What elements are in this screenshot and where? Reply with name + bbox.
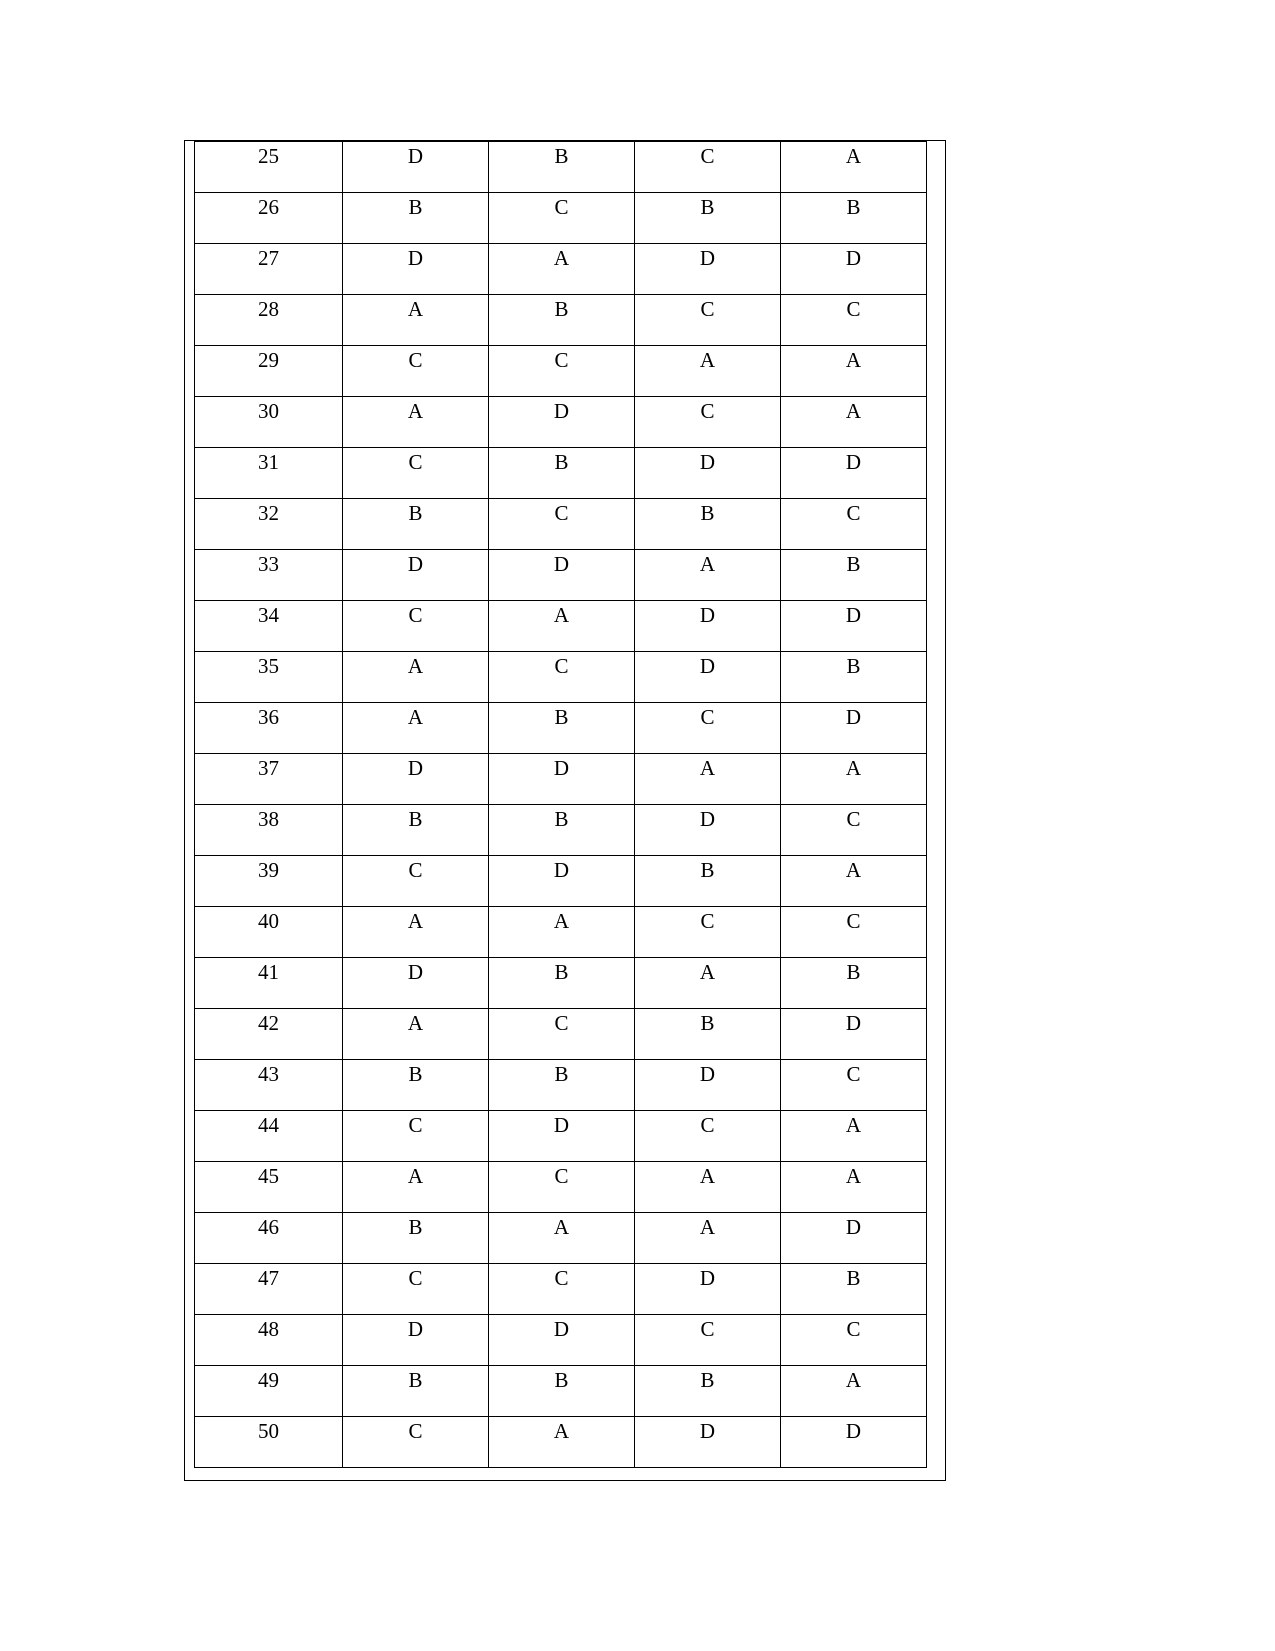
- answer-cell: D: [489, 856, 635, 907]
- answer-cell: C: [635, 295, 781, 346]
- table-row: [195, 193, 927, 244]
- answer-cell: C: [635, 1111, 781, 1162]
- table-row: [195, 397, 927, 448]
- table-row: [195, 448, 927, 499]
- question-number-cell: 29: [195, 346, 343, 397]
- table-row: [195, 601, 927, 652]
- answer-cell: D: [781, 1009, 927, 1060]
- answer-cell: D: [343, 754, 489, 805]
- answer-cell: B: [343, 193, 489, 244]
- answer-cell: C: [781, 295, 927, 346]
- answer-cell: A: [343, 1162, 489, 1213]
- answer-cell: C: [781, 1060, 927, 1111]
- answer-cell: A: [635, 958, 781, 1009]
- table-row: [195, 1264, 927, 1315]
- question-number-cell: 39: [195, 856, 343, 907]
- question-number-cell: 42: [195, 1009, 343, 1060]
- answer-cell: B: [489, 1060, 635, 1111]
- answer-cell: A: [781, 1162, 927, 1213]
- answer-cell: C: [343, 448, 489, 499]
- table-row: [195, 703, 927, 754]
- answer-cell: C: [781, 805, 927, 856]
- answer-cell: C: [343, 1264, 489, 1315]
- answer-cell: B: [343, 805, 489, 856]
- table-row: [195, 805, 927, 856]
- answer-cell: A: [489, 1417, 635, 1468]
- answer-cell: C: [781, 499, 927, 550]
- answer-cell: A: [635, 346, 781, 397]
- answer-cell: A: [781, 1111, 927, 1162]
- question-number-cell: 33: [195, 550, 343, 601]
- answer-cell: B: [489, 1366, 635, 1417]
- answer-cell: D: [781, 601, 927, 652]
- question-number-cell: 36: [195, 703, 343, 754]
- question-number-cell: 43: [195, 1060, 343, 1111]
- answer-cell: D: [635, 1264, 781, 1315]
- answer-cell: A: [343, 907, 489, 958]
- answer-cell: D: [781, 1417, 927, 1468]
- question-number-cell: 46: [195, 1213, 343, 1264]
- question-number-cell: 31: [195, 448, 343, 499]
- answer-cell: B: [635, 193, 781, 244]
- question-number-cell: 47: [195, 1264, 343, 1315]
- table-row: [195, 244, 927, 295]
- answer-cell: A: [635, 754, 781, 805]
- answer-cell: B: [781, 652, 927, 703]
- question-number-cell: 26: [195, 193, 343, 244]
- table-row: [195, 1162, 927, 1213]
- answer-cell: A: [343, 1009, 489, 1060]
- answer-cell: A: [781, 346, 927, 397]
- answer-cell: A: [781, 1366, 927, 1417]
- answer-cell: D: [781, 1213, 927, 1264]
- answer-cell: D: [343, 1315, 489, 1366]
- answer-cell: A: [343, 703, 489, 754]
- table-row: [195, 1417, 927, 1468]
- question-number-cell: 45: [195, 1162, 343, 1213]
- answer-cell: C: [343, 1417, 489, 1468]
- table-row: [195, 1009, 927, 1060]
- answer-cell: A: [489, 601, 635, 652]
- question-number-cell: 40: [195, 907, 343, 958]
- table-row: [195, 550, 927, 601]
- answer-cell: B: [489, 448, 635, 499]
- answer-cell: D: [781, 244, 927, 295]
- answer-cell: B: [489, 703, 635, 754]
- answer-cell: B: [781, 958, 927, 1009]
- table-row: [195, 1111, 927, 1162]
- question-number-cell: 38: [195, 805, 343, 856]
- answer-cell: A: [489, 1213, 635, 1264]
- answer-cell: D: [781, 703, 927, 754]
- answer-cell: A: [635, 1162, 781, 1213]
- question-number-cell: 28: [195, 295, 343, 346]
- table-row: [195, 754, 927, 805]
- table-row: [195, 1060, 927, 1111]
- answer-cell: B: [781, 193, 927, 244]
- answer-cell: C: [489, 1162, 635, 1213]
- answer-cell: C: [489, 1264, 635, 1315]
- table-row: [195, 295, 927, 346]
- question-number-cell: 49: [195, 1366, 343, 1417]
- answer-cell: A: [489, 907, 635, 958]
- answer-cell: C: [489, 652, 635, 703]
- answer-cell: D: [635, 1417, 781, 1468]
- answer-cell: B: [635, 856, 781, 907]
- answer-cell: C: [635, 397, 781, 448]
- answer-cell: B: [489, 295, 635, 346]
- question-number-cell: 48: [195, 1315, 343, 1366]
- table-row: [195, 958, 927, 1009]
- question-number-cell: 32: [195, 499, 343, 550]
- answer-cell: A: [781, 142, 927, 193]
- answer-cell: C: [635, 907, 781, 958]
- answer-cell: D: [781, 448, 927, 499]
- answer-cell: D: [489, 1111, 635, 1162]
- answer-cell: D: [635, 244, 781, 295]
- answer-key-table: [194, 141, 927, 1468]
- answer-cell: C: [781, 1315, 927, 1366]
- table-row: [195, 499, 927, 550]
- answer-cell: A: [343, 295, 489, 346]
- answer-cell: D: [489, 754, 635, 805]
- answer-cell: C: [635, 142, 781, 193]
- answer-cell: B: [489, 958, 635, 1009]
- answer-cell: A: [489, 244, 635, 295]
- answer-cell: C: [781, 907, 927, 958]
- answer-cell: B: [343, 1213, 489, 1264]
- question-number-cell: 34: [195, 601, 343, 652]
- question-number-cell: 37: [195, 754, 343, 805]
- answer-cell: C: [343, 1111, 489, 1162]
- table-row: [195, 1213, 927, 1264]
- table-row: [195, 652, 927, 703]
- answer-cell: B: [489, 142, 635, 193]
- question-number-cell: 35: [195, 652, 343, 703]
- answer-cell: A: [781, 397, 927, 448]
- table-row: [195, 1366, 927, 1417]
- table-row: [195, 142, 927, 193]
- answer-cell: B: [781, 550, 927, 601]
- question-number-cell: 41: [195, 958, 343, 1009]
- question-number-cell: 44: [195, 1111, 343, 1162]
- question-number-cell: 50: [195, 1417, 343, 1468]
- answer-cell: D: [635, 805, 781, 856]
- answer-cell: D: [635, 1060, 781, 1111]
- answer-cell: A: [781, 856, 927, 907]
- table-row: [195, 346, 927, 397]
- answer-cell: C: [489, 193, 635, 244]
- answer-cell: C: [343, 346, 489, 397]
- answer-cell: D: [343, 958, 489, 1009]
- answer-cell: D: [489, 397, 635, 448]
- answer-cell: D: [635, 601, 781, 652]
- answer-cell: C: [343, 856, 489, 907]
- answer-cell: A: [781, 754, 927, 805]
- table-row: [195, 907, 927, 958]
- question-number-cell: 27: [195, 244, 343, 295]
- answer-cell: D: [343, 244, 489, 295]
- answer-cell: B: [489, 805, 635, 856]
- answer-key-body: [195, 142, 927, 1468]
- question-number-cell: 30: [195, 397, 343, 448]
- answer-cell: D: [489, 1315, 635, 1366]
- table-row: [195, 856, 927, 907]
- answer-cell: C: [635, 1315, 781, 1366]
- table-row: [195, 1315, 927, 1366]
- answer-cell: A: [635, 550, 781, 601]
- answer-cell: C: [489, 1009, 635, 1060]
- answer-cell: B: [635, 499, 781, 550]
- answer-cell: B: [343, 1366, 489, 1417]
- answer-cell: B: [343, 1060, 489, 1111]
- answer-cell: A: [343, 652, 489, 703]
- answer-cell: B: [781, 1264, 927, 1315]
- answer-cell: D: [343, 142, 489, 193]
- answer-cell: A: [343, 397, 489, 448]
- question-number-cell: 25: [195, 142, 343, 193]
- answer-cell: C: [489, 499, 635, 550]
- answer-cell: C: [343, 601, 489, 652]
- answer-cell: B: [343, 499, 489, 550]
- answer-cell: D: [635, 448, 781, 499]
- answer-cell: D: [635, 652, 781, 703]
- answer-cell: A: [635, 1213, 781, 1264]
- answer-cell: C: [635, 703, 781, 754]
- answer-cell: B: [635, 1009, 781, 1060]
- answer-cell: B: [635, 1366, 781, 1417]
- answer-cell: D: [343, 550, 489, 601]
- answer-cell: D: [489, 550, 635, 601]
- answer-cell: C: [489, 346, 635, 397]
